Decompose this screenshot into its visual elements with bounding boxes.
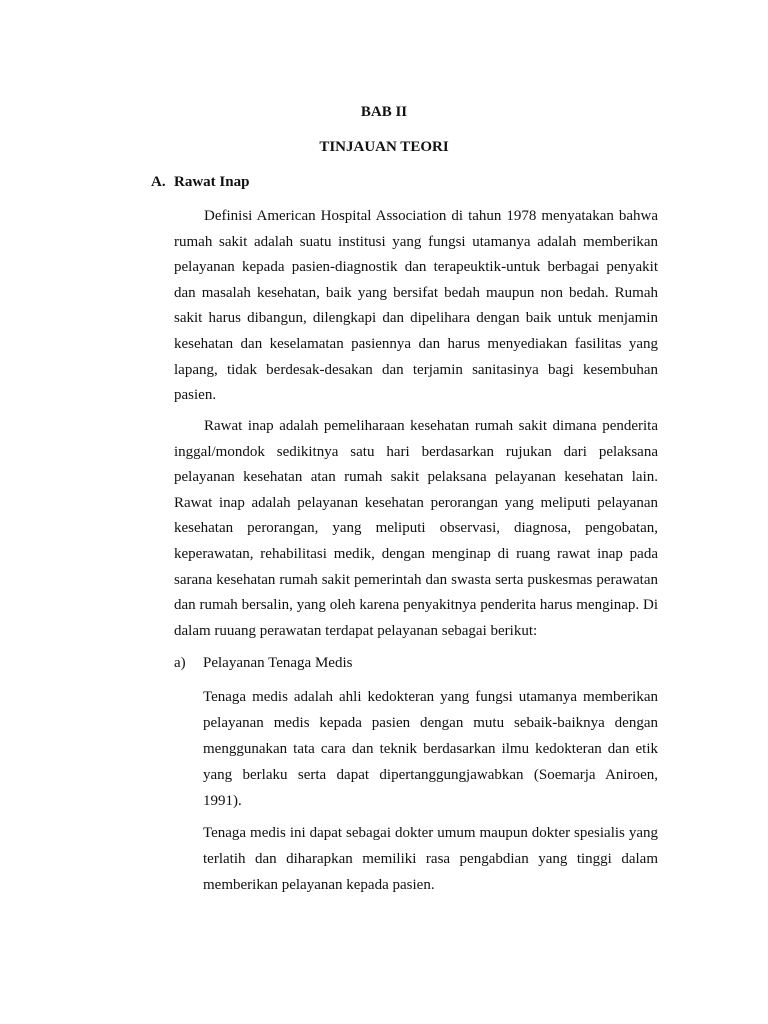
paragraph-definition: Definisi American Hospital Association di tahun 1978 menyatakan bahwa rumah sakit adalah suatu institusi yang fungsi utamanya adalah memberikan pelayanan kepada pasien-diagnostik dan terapeuktik-untuk berbagai penyakit dan masalah kesehatan, baik yang bersifat bedah maupun non bedah. Rumah sakit harus dibangun, dilengkapi dan dipelihara dengan baik untuk menjamin kesehatan dan keselamatan pasiennya dan harus menyediakan fasilitas yang lapang, tidak berdesak-desakan dan terjamin sanitasinya bagi kesembuhan pasien. [174,208,658,404]
subsection-heading [174,653,352,673]
section-number: A. [151,174,166,190]
paragraph-tenaga-medis: Tenaga medis adalah ahli kedokteran yang fungsi utamanya memberikan pelayanan medis kepada pasien dengan mutu sebaik-baiknya dengan menggunakan tata cara dan teknik berdasarkan ilmu kedokteran dan etik yang berlaku serta dapat dipertanggungjawabkan (Soemarja Aniroen, 1991). [203,689,658,809]
chapter-label: BAB II [360,104,408,120]
paragraph-rawat-inap: Rawat inap adalah pemeliharaan kesehatan rumah sakit dimana penderita inggal/mondok sedikitnya satu hari berdasarkan rujukan dari pelaksana pelayanan kesehatan atan rumah sakit pelaksana pelayanan kesehatan lain. Rawat inap adalah pelayanan kesehatan perorangan yang meliputi pelayanan kesehatan perorangan, yang meliputi observasi, diagnosa, pengobatan, keperawatan, rehabilitasi medik, dengan menginap di ruang rawat inap pada sarana kesehatan rumah sakit pemerintah dan swasta serta puskesmas perawatan dan rumah bersalin, yang oleh karena penyakitnya penderita harus menginap. Di dalam ruuang perawatan terdapat pelayanan sebagai berikut: [174,418,658,639]
subsection-title: Pelayanan Tenaga Medis [203,655,353,671]
section-heading [151,172,249,192]
chapter-title: TINJAUAN TEORI [319,139,449,155]
section-title: Rawat Inap [174,174,250,190]
subsection-number: a) [174,655,186,671]
paragraph-dokter: Tenaga medis ini dapat sebagai dokter umum maupun dokter spesialis yang terlatih dan diharapkan memiliki rasa pengabdian yang tinggi dalam memberikan pelayanan kepada pasien. [203,825,658,893]
